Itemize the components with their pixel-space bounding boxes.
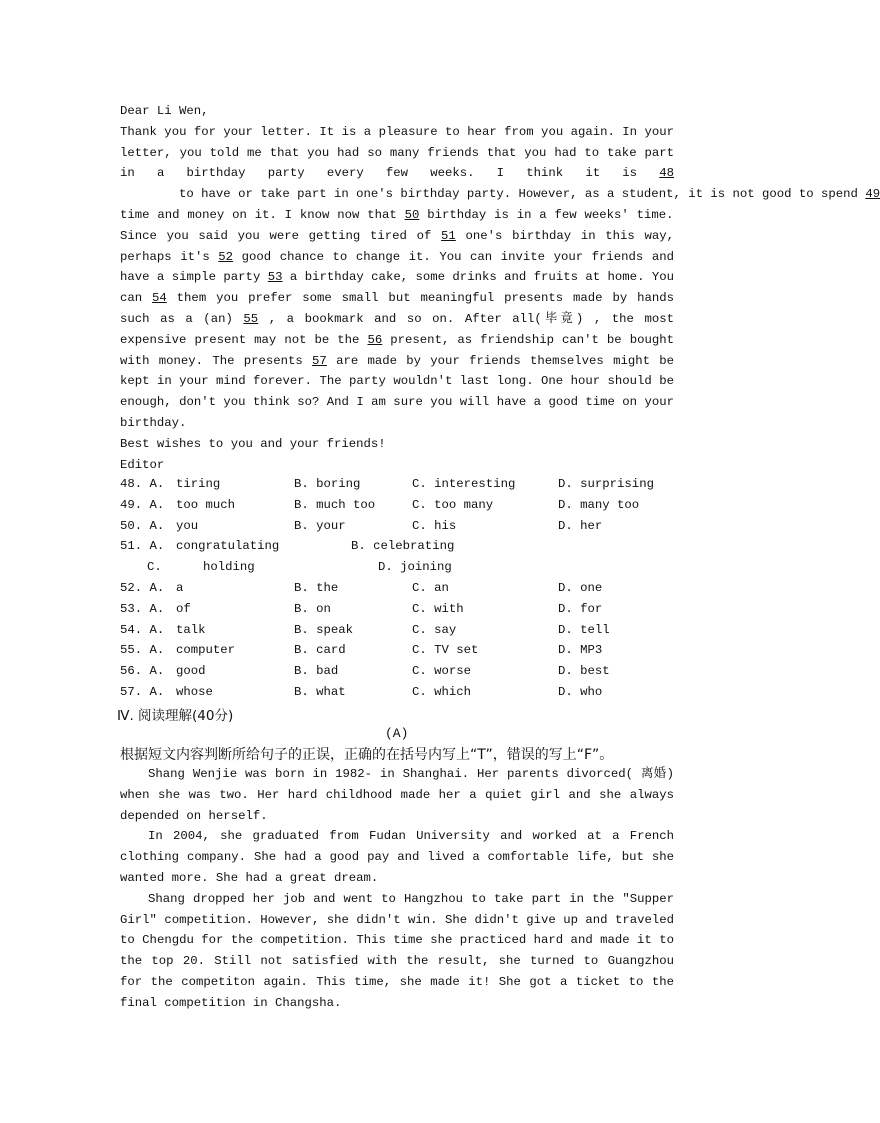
blank-55: 55 xyxy=(243,311,259,326)
reading-paragraph-3: Shang dropped her job and went to Hangzhou to take part in the "Supper Girl" competition. However, she didn't win. She didn't give up and traveled to Chengdu for the competition. This time she practiced hard and made it to the top 20. Still not satisfied with the result, she turned to Guangzhou for the competiton again. This time, she made it! She got a ticket to the final competition in Changsha. xyxy=(120,891,674,1010)
instruction: 根据短文内容判断所给句子的正误，正确的在括号内写上“T”，错误的写上“F”。 xyxy=(120,747,614,763)
letter-greeting: Dear Li Wen, xyxy=(120,104,209,118)
option-c: say xyxy=(434,622,457,637)
blank-56: 56 xyxy=(367,332,383,347)
question-57: 57. A. whose B. what C. which D. who xyxy=(120,682,680,703)
letter-text: one's birthday in this way, perhaps it's xyxy=(120,228,674,264)
option-d: many too xyxy=(580,497,640,512)
question-51-cont: C. holding D. joining xyxy=(120,557,680,578)
question-55: 55. A. computer B. card C. TV set D. MP3 xyxy=(120,640,680,661)
option-b: bad xyxy=(316,664,339,679)
letter-text: time and money on it. I know now that xyxy=(120,207,405,222)
option-a: you xyxy=(176,518,199,533)
section-heading: Ⅳ. 阅读理解(40分) xyxy=(117,708,234,724)
option-a: computer xyxy=(176,643,236,658)
blank-49: 49 xyxy=(865,187,880,202)
option-c: too many xyxy=(434,497,494,512)
question-51: 51. A. congratulating B. celebrating xyxy=(120,536,680,557)
letter-closing: Best wishes to you and your friends! xyxy=(120,436,386,451)
option-b: speak xyxy=(316,622,354,637)
option-a: talk xyxy=(176,622,206,637)
letter-text: , a bookmark and so on. After all(毕竟) , the most expensive present may not be the xyxy=(120,311,674,347)
option-c: worse xyxy=(434,664,472,679)
reading-paragraph-2: In 2004, she graduated from Fudan University and worked at a French clothing company. She had a good pay and lived a comfortable life, but she wanted more. She had a great dream. xyxy=(120,829,674,885)
blank-53: 53 xyxy=(267,270,283,285)
question-53: 53. A. of B. on C. with D. for xyxy=(120,599,680,620)
option-c: holding xyxy=(203,560,255,575)
option-a: congratulating xyxy=(176,539,280,554)
option-b: much too xyxy=(316,497,376,512)
question-52: 52. A. a B. the C. an D. one xyxy=(120,578,680,599)
question-54: 54. A. talk B. speak C. say D. tell xyxy=(120,620,680,641)
option-d: surprising xyxy=(580,477,654,491)
reading-paragraph-1: Shang Wenjie was born in 1982- in Shanghai. Her parents divorced( 离婚) when she was two. Her hard childhood made her a quiet girl and she always depended on herself. xyxy=(120,767,674,823)
letter-body xyxy=(120,122,880,434)
option-c: an xyxy=(434,580,449,595)
option-c: which xyxy=(434,684,472,699)
reading-passage xyxy=(120,764,674,1014)
letter-text: a birthday cake, some drinks and fruits at home. You can xyxy=(120,270,674,306)
blank-52: 52 xyxy=(218,249,234,264)
option-a: whose xyxy=(176,684,213,699)
option-b: your xyxy=(316,518,346,533)
question-options xyxy=(120,474,680,703)
question-56: 56. A. good B. bad C. worse D. best xyxy=(120,661,680,682)
option-d: her xyxy=(580,518,603,533)
option-b: boring xyxy=(316,477,361,491)
option-d: who xyxy=(580,684,603,699)
passage-label: (A) xyxy=(385,726,409,741)
letter-text: are made by your friends themselves might be kept in your mind forever. The party wouldn't last long. One hour should be enough, don't you think so? And I am sure you will have a good time on your birthday. xyxy=(120,353,674,430)
letter-text: birthday is in a few weeks' time. Since you said you were getting tired of xyxy=(120,207,674,243)
blank-54: 54 xyxy=(152,291,167,306)
option-d: for xyxy=(580,601,603,616)
letter-text: present, as friendship can't be bought with money. The presents xyxy=(120,332,674,368)
option-b: on xyxy=(316,601,331,616)
question-48: 48. A. tiring B. boring C. interesting D. surprising xyxy=(120,474,680,495)
option-c: his xyxy=(434,518,457,533)
option-b: card xyxy=(316,643,346,658)
option-d: joining xyxy=(400,560,452,575)
blank-51: 51 xyxy=(441,228,456,243)
option-a: too much xyxy=(176,497,236,512)
option-d: best xyxy=(580,664,610,679)
option-d: MP3 xyxy=(580,643,603,658)
blank-50: 50 xyxy=(404,207,420,222)
option-a: good xyxy=(176,664,206,679)
option-c: TV set xyxy=(434,643,479,658)
letter xyxy=(120,101,880,475)
option-a: tiring xyxy=(176,477,221,491)
letter-text: to have or take part in one's birthday party. However, as a student, it is not good to spend xyxy=(120,187,866,202)
blank-48: 48 xyxy=(659,166,674,181)
option-a: of xyxy=(176,601,191,616)
option-d: one xyxy=(580,580,603,595)
option-a: a xyxy=(176,580,184,595)
option-b: what xyxy=(316,684,346,699)
letter-text: Thank you for your letter. It is a pleasure to hear from you again. In your letter, you told me that you had so many friends that you had to take part in a birthday party every few weeks. I think it is xyxy=(120,124,674,181)
letter-text: good chance to change it. You can invite your friends and have a simple party xyxy=(120,249,674,285)
blank-57: 57 xyxy=(312,353,327,368)
option-c: with xyxy=(434,601,464,616)
question-50: 50. A. you B. your C. his D. her xyxy=(120,516,680,537)
option-c: interesting xyxy=(434,477,516,491)
question-49: 49. A. too much B. much too C. too many D. many too xyxy=(120,495,680,516)
option-b: celebrating xyxy=(373,539,455,554)
option-b: the xyxy=(316,580,339,595)
letter-signature: Editor xyxy=(120,457,165,472)
option-d: tell xyxy=(580,622,610,637)
letter-text: them you prefer some small but meaningful presents made by hands such as a (an) xyxy=(120,291,674,326)
